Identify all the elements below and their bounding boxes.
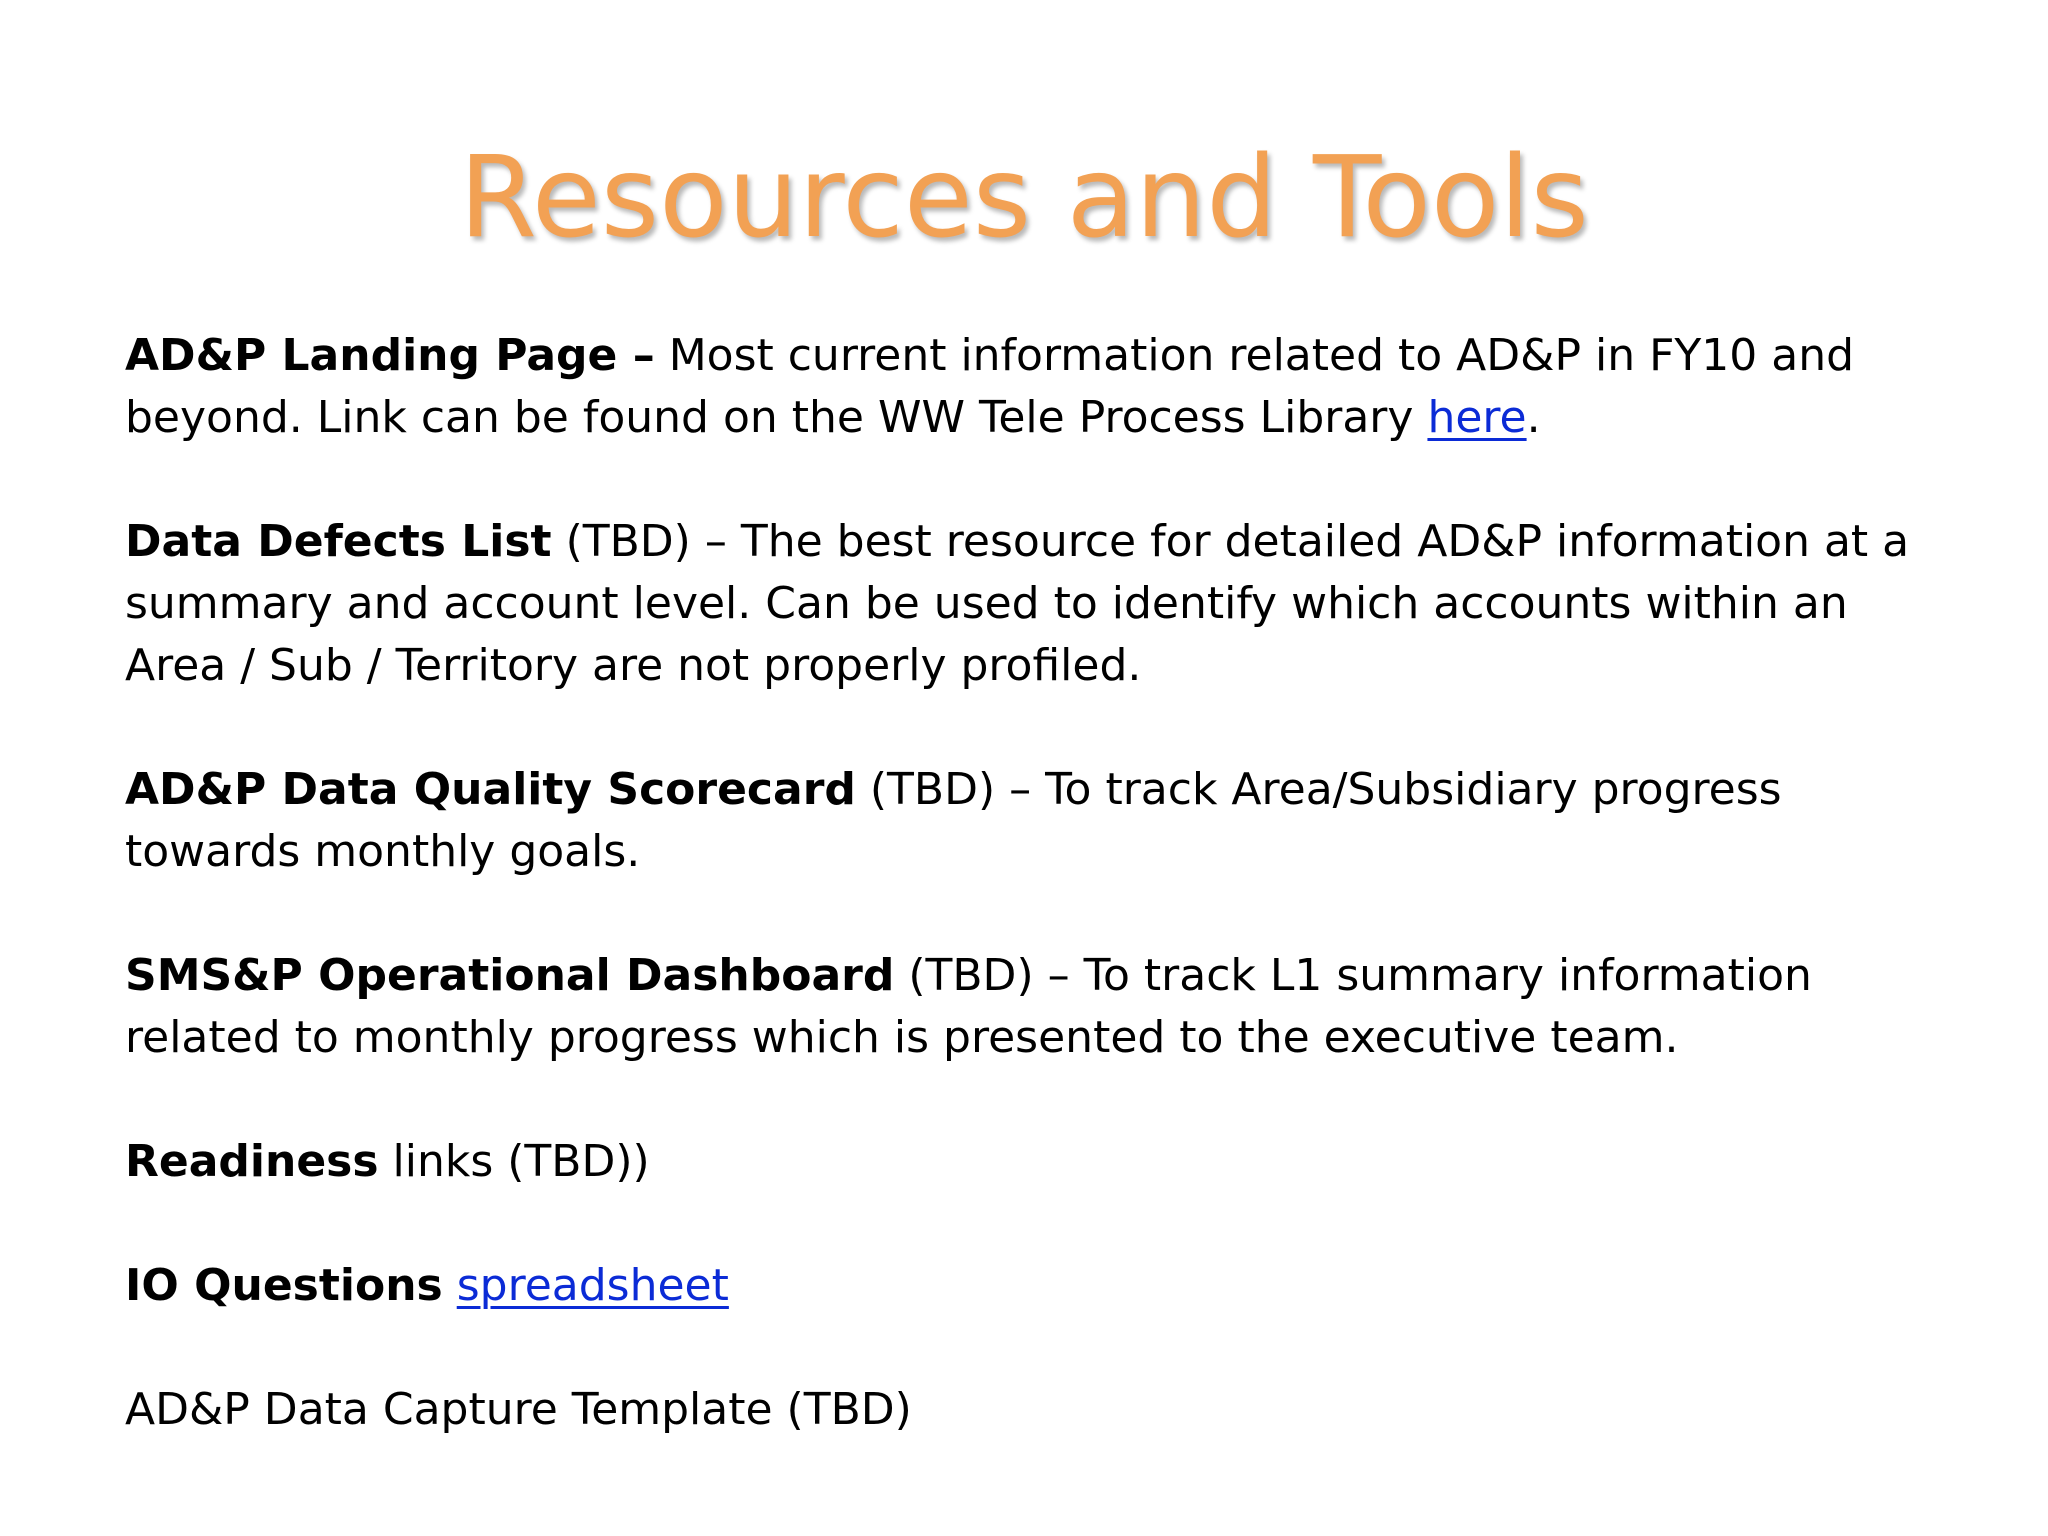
resource-description: Most current information related to AD&P in FY10 and beyond. Link can be found on the WW Tele Process Library	[125, 330, 1855, 443]
spacer	[125, 449, 1955, 511]
slide-title: Resources and Tools	[459, 133, 1589, 263]
resource-description: AD&P Data Capture Template (TBD)	[125, 1384, 912, 1435]
slide-body	[125, 325, 1955, 1441]
resource-item-readiness	[125, 1131, 1955, 1193]
resource-description: (TBD) – To track Area/Subsidiary progress towards monthly goals.	[125, 764, 1782, 877]
resource-item-dashboard	[125, 945, 1955, 1069]
resource-name: Data Defects List	[125, 516, 552, 567]
resource-name: SMS&P Operational Dashboard	[125, 950, 895, 1001]
resource-name: Readiness	[125, 1136, 379, 1187]
resource-item-capture-template	[125, 1379, 1955, 1441]
resource-description: (TBD) – To track L1 summary information related to monthly progress which is presented to the executive team.	[125, 950, 1812, 1063]
spreadsheet-link[interactable]: spreadsheet	[456, 1260, 729, 1311]
spacer	[125, 1193, 1955, 1255]
resource-item-scorecard	[125, 759, 1955, 883]
resource-name: AD&P Data Quality Scorecard	[125, 764, 856, 815]
resource-description: (TBD) – The best resource for detailed AD&P information at a summary and account level. Can be used to identify which accounts within an Area / Sub / Territory are not properly profiled.	[125, 516, 1910, 691]
resource-item-io-questions	[125, 1255, 1955, 1317]
resource-name: IO Questions	[125, 1260, 443, 1311]
spacer	[125, 697, 1955, 759]
resource-description: links (TBD))	[378, 1136, 650, 1187]
resource-item-landing-page	[125, 325, 1955, 449]
resource-separator	[443, 1260, 457, 1311]
spacer	[125, 883, 1955, 945]
resource-name: AD&P Landing Page –	[125, 330, 655, 381]
resource-punctuation: .	[1526, 392, 1541, 443]
resource-item-data-defects	[125, 511, 1955, 697]
spacer	[125, 1317, 1955, 1379]
spacer	[125, 1069, 1955, 1131]
here-link[interactable]: here	[1427, 392, 1527, 443]
